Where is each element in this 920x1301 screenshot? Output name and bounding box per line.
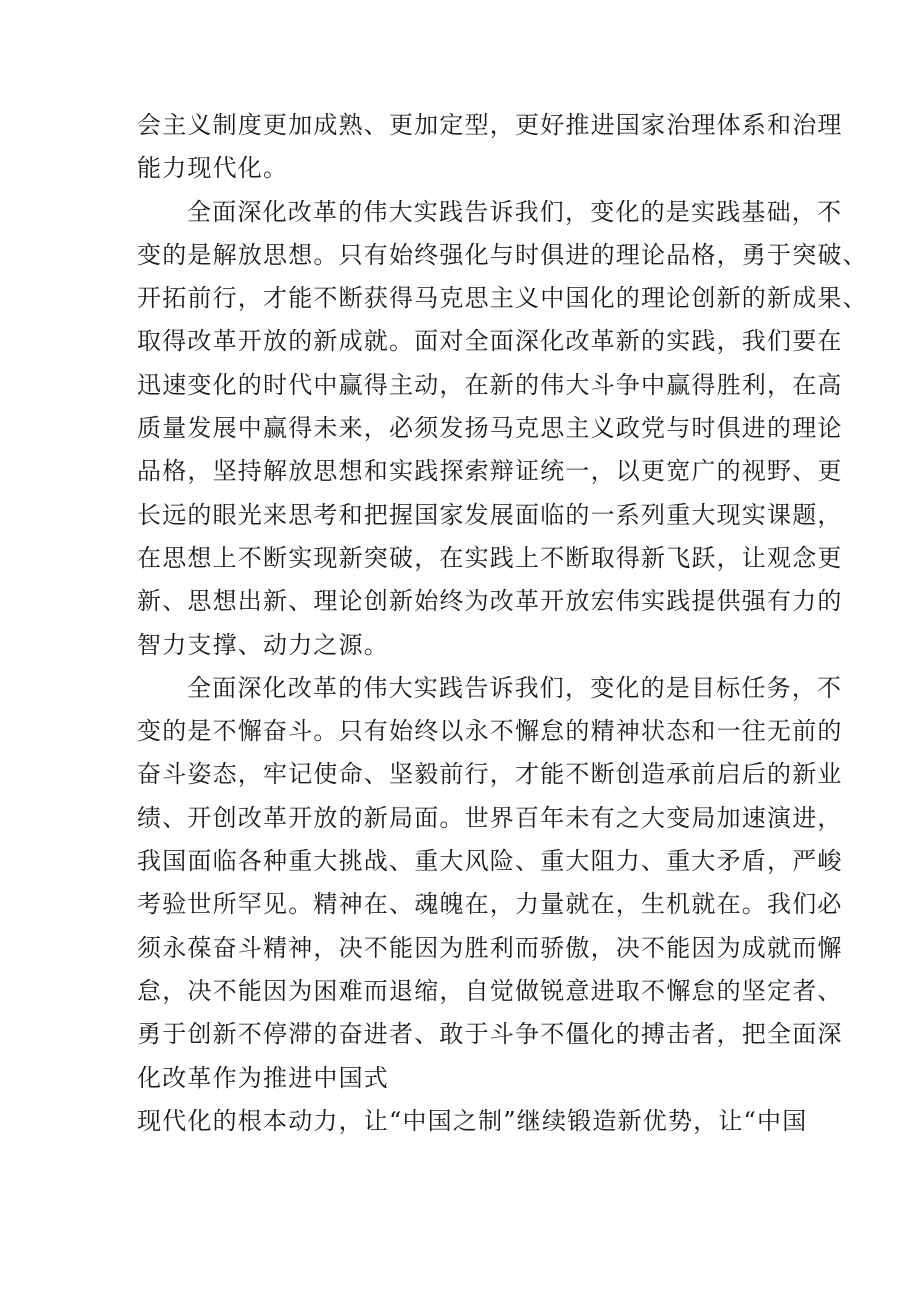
paragraph-start-line: 全面深化改革的伟大实践告诉我们，变化的是实践基础，不 bbox=[187, 197, 843, 226]
text-line: 开拓前行，才能不断获得马克思主义中国化的理论创新的新成果、 bbox=[137, 284, 868, 313]
text-line: 取得改革开放的新成就。面对全面深化改革新的实践，我们要在 bbox=[137, 327, 843, 356]
text-line: 现代化的根本动力，让“中国之制”继续锻造新优势，让“中国 bbox=[137, 1106, 808, 1135]
text-line: 变的是解放思想。只有始终强化与时俱进的理论品格，勇于突破、 bbox=[137, 240, 868, 269]
paragraph-start-line: 全面深化改革的伟大实践告诉我们，变化的是目标任务，不 bbox=[187, 673, 843, 702]
text-line: 勇于创新不停滞的奋进者、敢于斗争不僵化的搏击者，把全面深 bbox=[137, 1020, 843, 1049]
body-text bbox=[137, 104, 868, 1143]
text-line: 新、思想出新、理论创新始终为改革开放宏伟实践提供强有力的 bbox=[137, 587, 843, 616]
text-line: 奋斗姿态，牢记使命、坚毅前行，才能不断创造承前启后的新业 bbox=[137, 760, 843, 789]
text-line: 考验世所罕见。精神在、魂魄在，力量就在，生机就在。我们必 bbox=[137, 890, 843, 919]
text-line: 能力现代化。 bbox=[137, 154, 289, 183]
text-line: 质量发展中赢得未来，必须发扬马克思主义政党与时俱进的理论 bbox=[137, 414, 843, 443]
text-line: 怠，决不能因为困难而退缩，自觉做锐意进取不懈怠的坚定者、 bbox=[137, 976, 843, 1005]
text-line: 长远的眼光来思考和把握国家发展面临的一系列重大现实课题， bbox=[137, 500, 843, 529]
text-line: 会主义制度更加成熟、更加定型，更好推进国家治理体系和治理 bbox=[137, 111, 843, 139]
text-line: 我国面临各种重大挑战、重大风险、重大阻力、重大矛盾，严峻 bbox=[137, 847, 843, 876]
text-line: 绩、开创改革开放的新局面。世界百年未有之大变局加速演进， bbox=[137, 803, 843, 832]
text-line: 须永葆奋斗精神，决不能因为胜利而骄傲，决不能因为成就而懈 bbox=[137, 933, 843, 962]
text-line: 智力支撑、动力之源。 bbox=[137, 630, 389, 659]
text-line: 化改革作为推进中国式 bbox=[137, 1063, 389, 1092]
text-line: 在思想上不断实现新突破，在实践上不断取得新飞跃，让观念更 bbox=[137, 543, 843, 572]
text-line: 变的是不懈奋斗。只有始终以永不懈怠的精神状态和一往无前的 bbox=[137, 717, 843, 746]
text-line: 品格，坚持解放思想和实践探索辩证统一，以更宽广的视野、更 bbox=[137, 457, 843, 486]
text-line: 迅速变化的时代中赢得主动，在新的伟大斗争中赢得胜利，在高 bbox=[137, 370, 843, 399]
